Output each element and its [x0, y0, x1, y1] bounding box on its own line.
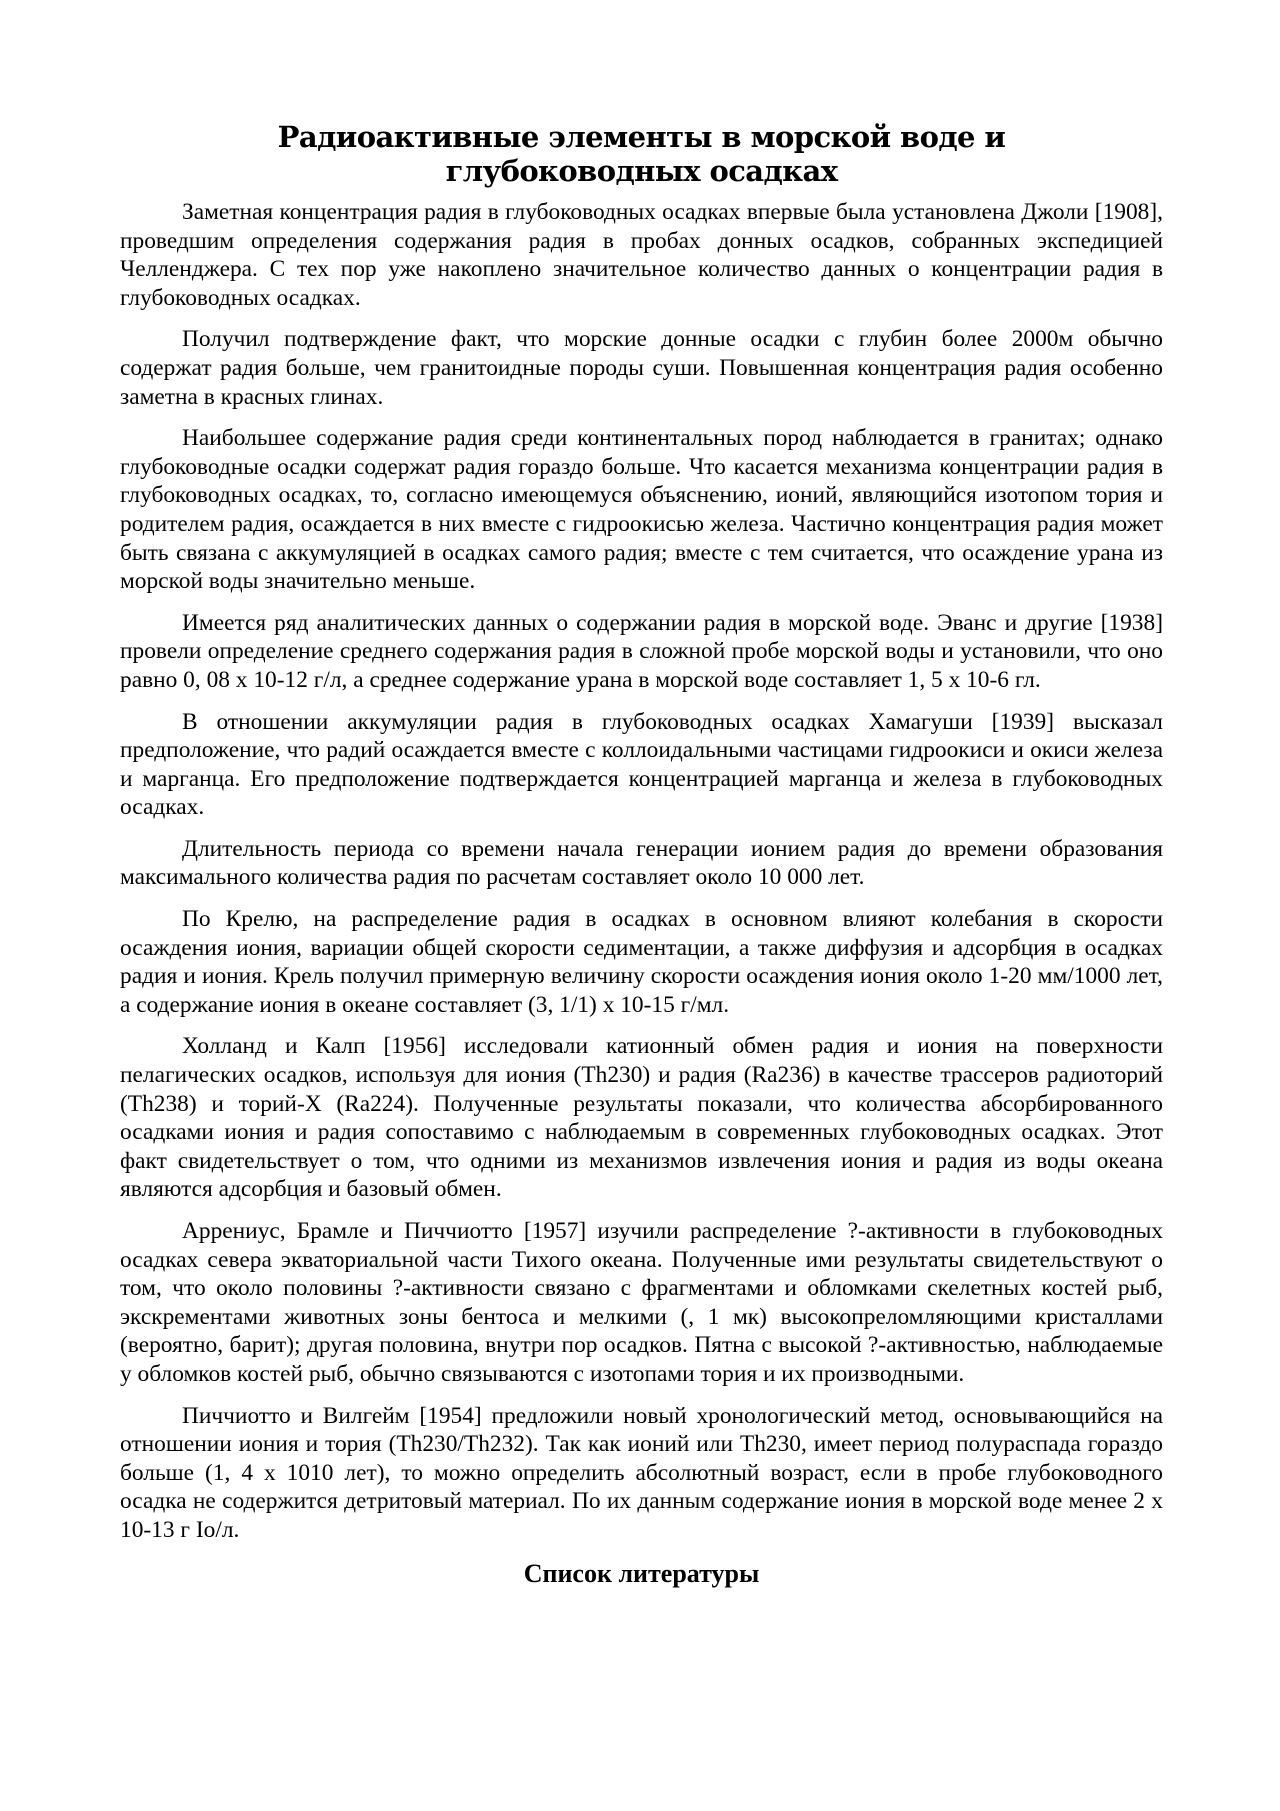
paragraph: Имеется ряд аналитических данных о содержании радия в морской воде. Эванс и другие [1938] провели определение среднего содержания радия в сложной пробе морской воды и установили, что оно равно 0, 08 х 10-12 г/л, а среднее содержание урана в морской воде составляет 1, 5 х 10-6 гл. [120, 609, 1163, 693]
paragraph: По Крелю, на распределение радия в осадках в основном влияют колебания в скорости осаждения иония, вариации общей скорости седиментации, а также диффузия и адсорбция в осадках радия и иония. Крель получил примерную величину скорости осаждения иония около 1-20 мм/1000 лет, а содержание иония в океане составляет (3, 1/1) х 10-15 г/мл. [120, 906, 1163, 1018]
paragraph: Получил подтверждение факт, что морские донные осадки с глубин более 2000м обычно содержат радия больше, чем гранитоидные породы суши. Повышенная концентрация радия особенно заметна в красных глинах. [120, 326, 1163, 410]
paragraph: Длительность периода со времени начала генерации ионием радия до времени образования максимального количества радия по расчетам составляет около 10 000 лет. [120, 835, 1163, 891]
paragraph: Пиччиотто и Вилгейм [1954] предложили новый хронологический метод, основывающийся на отношении иония и тория (Th230/Th232). Так как ионий или Th230, имеет период полураспада гораздо больше (1, 4 х 1010 лет), то можно определить абсолютный возраст, если в пробе глубоководного осадка не содержится детритовый материал. По их данным содержание иония в морской воде менее 2 х 10-13 г Io/л. [120, 1402, 1163, 1543]
paragraph: В отношении аккумуляции радия в глубоководных осадках Хамагуши [1939] высказал предположение, что радий осаждается вместе с коллоидальными частицами гидроокиси и окиси железа и марганца. Его предположение подтверждается концентрацией марганца и железа в глубоководных осадках. [120, 708, 1163, 821]
document-title: Радиоактивные элементы в морской воде и глубоководных осадках [277, 120, 1006, 188]
references-heading: Список литературы [523, 1558, 760, 1588]
paragraph: Аррениус, Брамле и Пиччиотто [1957] изучили распределение ?-активности в глубоководных осадках севера экваториальной части Тихого океана. Полученные ими результаты свидетельствуют о том, что около половины ?-активности связано с фрагментами и обломками скелетных костей рыб, экскрементами животных зоны бентоса и мелкими (, 1 мк) высокопреломляющими кристаллами (вероятно, барит); другая половина, внутри пор осадков. Пятна с высокой ?-активностью, наблюдаемые у обломков костей рыб, обычно связываются с изотопами тория и их производными. [120, 1218, 1163, 1387]
document-page [120, 120, 1163, 1590]
paragraph: Заметная концентрация радия в глубоководных осадках впервые была установлена Джоли [1908], проведшим определения содержания радия в пробах донных осадков, собранных экспедицией Челленджера. С тех пор уже накоплено значительное количество данных о концентрации радия в глубоководных осадках. [120, 199, 1163, 311]
paragraph: Наибольшее содержание радия среди континентальных пород наблюдается в гранитах; однако глубоководные осадки содержат радия гораздо больше. Что касается механизма концентрации радия в глубоководных осадках, то, согласно имеющемуся объяснению, ионий, являющийся изотопом тория и родителем радия, осаждается в них вместе с гидроокисью железа. Частично концентрация радия может быть связана с аккумуляцией в осадках самого радия; вместе с тем считается, что осаждение урана из морской воды значительно меньше. [120, 425, 1163, 595]
paragraph: Холланд и Калп [1956] исследовали катионный обмен радия и иония на поверхности пелагических осадков, используя для иония (Th230) и радия (Ra236) в качестве трассеров радиоторий (Th238) и торий-Х (Ra224). Полученные результаты показали, что количества абсорбированного осадками иония и радия сопоставимо с наблюдаемым в современных глубоководных осадках. Этот факт свидетельствует о том, что одними из механизмов извлечения иония и радия из воды океана являются адсорбция и базовый обмен. [120, 1033, 1163, 1203]
